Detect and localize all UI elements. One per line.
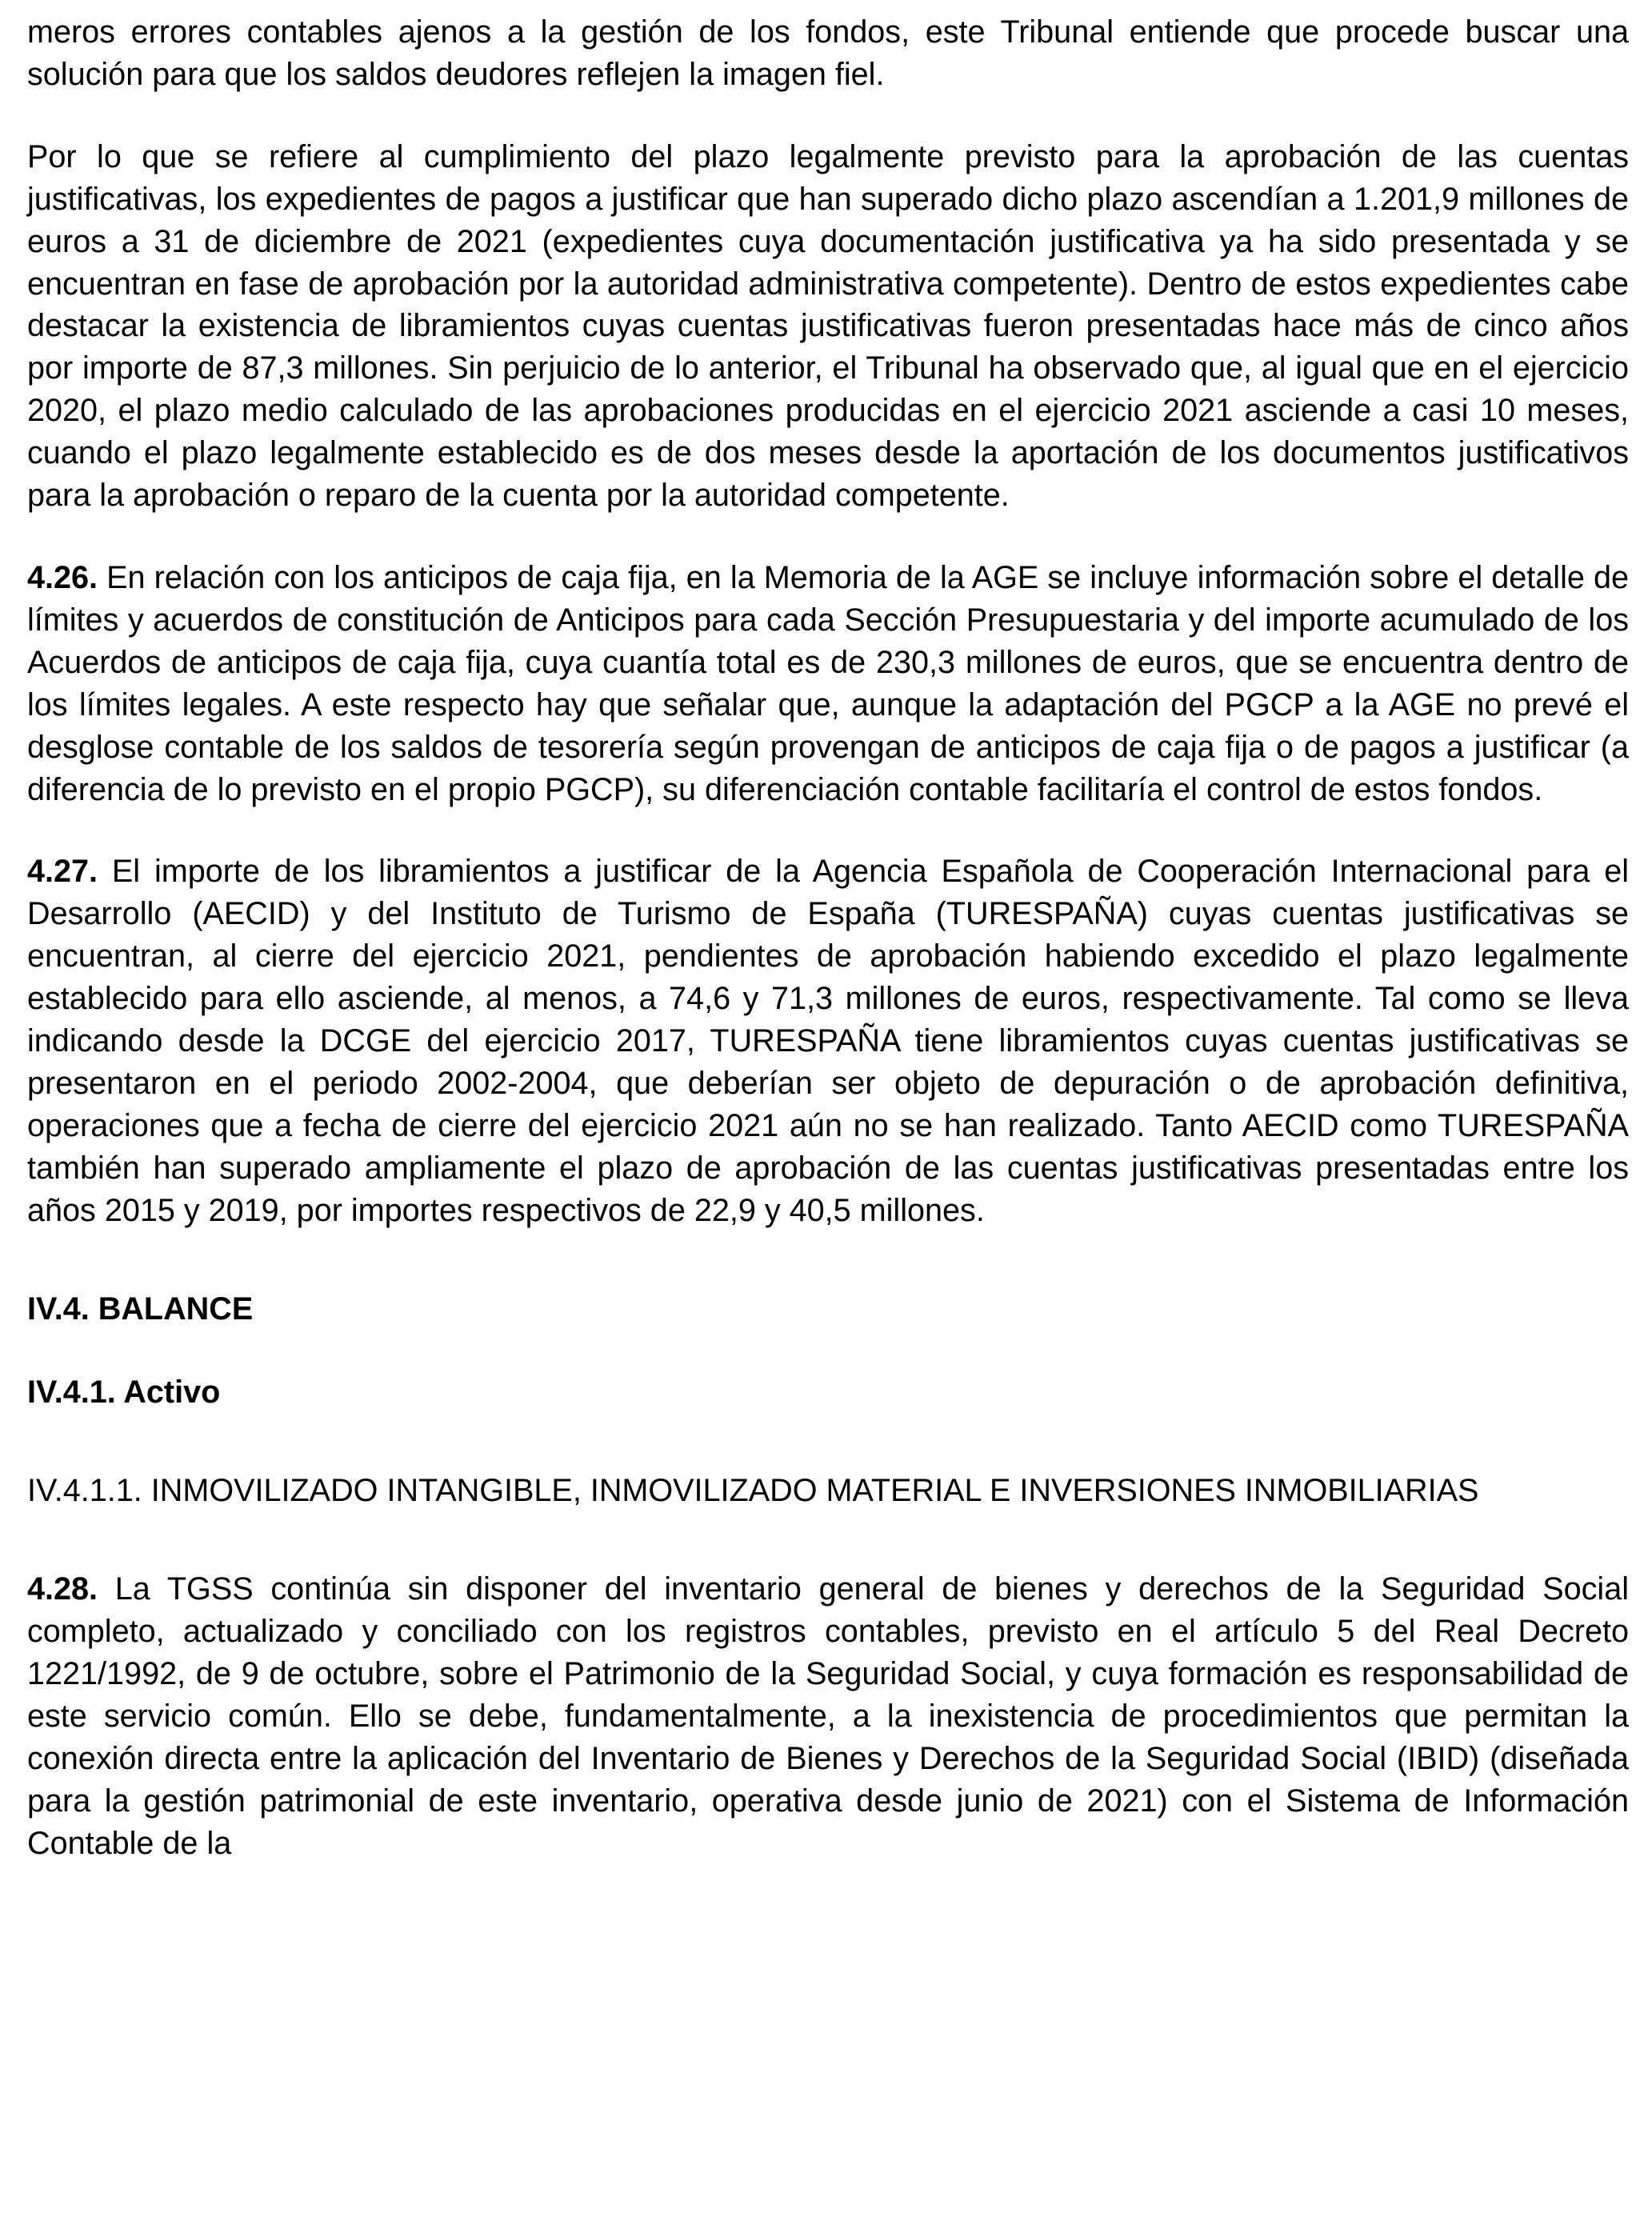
section-gap: [27, 1414, 1629, 1470]
paragraph-4-26: [27, 557, 1629, 810]
paragraph-gap: [27, 96, 1629, 136]
section-heading-activo: IV.4.1. Activo: [27, 1375, 221, 1411]
section-gap: [27, 1512, 1629, 1568]
paragraph-text: La TGSS continúa sin disponer del inventario general de bienes y derechos de la Seguridad Social completo, actualizado y conciliado con los registros contables, previsto en el artículo 5 del Real Decreto 1221/1992, de 9 de octubre, sobre el Patrimonio de la Seguridad Social, y cuya formación es responsabilidad de este servicio común. Ello se debe, fundamentalmente, a la inexistencia de procedimientos que permitan la conexión directa entre la aplicación del Inventario de Bienes y Derechos de la Seguridad Social (IBID) (diseñada para la gestión patrimonial de este inventario, operativa desde junio de 2021) con el Sistema de Información Contable de la: [27, 1571, 1629, 1861]
paragraph-text: El importe de los libramientos a justificar de la Agencia Española de Cooperación Internacional para el Desarrollo (AECID) y del Instituto de Turismo de España (TURESPAÑA) cuyas cuentas justificativas se encuentran, al cierre del ejercicio 2021, pendientes de aprobación habiendo excedido el plazo legalmente establecido para ello asciende, al menos, a 74,6 y 71,3 millones de euros, respectivamente. Tal como se lleva indicando desde la DCGE del ejercicio 2017, TURESPAÑA tiene libramientos cuyas cuentas justificativas se presentaron en el periodo 2002-2004, que deberían ser objeto de depuración o de aprobación definitiva, operaciones que a fecha de cierre del ejercicio 2021 aún no se han realizado. Tanto AECID como TURESPAÑA también han superado ampliamente el plazo de aprobación de las cuentas justificativas presentadas entre los años 2015 y 2019, por importes respectivos de 22,9 y 40,5 millones.: [27, 854, 1629, 1228]
paragraph-intro: meros errores contables ajenos a la gestión de los fondos, este Tribunal entiende que procede buscar una solución para que los saldos deudores reflejen la imagen fiel.: [27, 14, 1629, 92]
paragraph-gap: [27, 517, 1629, 557]
paragraph-gap: [27, 810, 1629, 850]
section-gap: [27, 1330, 1629, 1371]
document-body: [27, 11, 1629, 1865]
paragraph-plazo: Por lo que se refiere al cumplimiento del plazo legalmente previsto para la aprobación de las cuentas justificativas, los expedientes de pagos a justificar que han superado dicho plazo ascendían a 1.201,9 millones de euros a 31 de diciembre de 2021 (expedientes cuya documentación justificativa ya ha sido presentada y se encuentran en fase de aprobación por la autoridad administrativa competente). Dentro de estos expedientes cabe destacar la existencia de libramientos cuyas cuentas justificativas fueron presentadas hace más de cinco años por importe de 87,3 millones. Sin perjuicio de lo anterior, el Tribunal ha observado que, al igual que en el ejercicio 2020, el plazo medio calculado de las aprobaciones producidas en el ejercicio 2021 asciende a casi 10 meses, cuando el plazo legalmente establecido es de dos meses desde la aportación de los documentos justificativos para la aprobación o reparo de la cuenta por la autoridad competente.: [27, 138, 1629, 514]
paragraph-4-27: [27, 850, 1629, 1231]
paragraph-number: 4.28.: [27, 1571, 98, 1607]
section-gap: [27, 1232, 1629, 1288]
section-heading-balance: IV.4. BALANCE: [27, 1291, 254, 1327]
paragraph-number: 4.27.: [27, 854, 98, 890]
paragraph-4-28: [27, 1568, 1629, 1864]
subsection-heading-inmovilizado: IV.4.1.1. INMOVILIZADO INTANGIBLE, INMOVILIZADO MATERIAL E INVERSIONES INMOBILIARIAS: [27, 1473, 1479, 1509]
paragraph-number: 4.26.: [27, 559, 98, 595]
paragraph-text: En relación con los anticipos de caja fija, en la Memoria de la AGE se incluye información sobre el detalle de límites y acuerdos de constitución de Anticipos para cada Sección Presupuestaria y del importe acumulado de los Acuerdos de anticipos de caja fija, cuya cuantía total es de 230,3 millones de euros, que se encuentra dentro de los límites legales. A este respecto hay que señalar que, aunque la adaptación del PGCP a la AGE no prevé el desglose contable de los saldos de tesorería según provengan de anticipos de caja fija o de pagos a justificar (a diferencia de lo previsto en el propio PGCP), su diferenciación contable facilitaría el control de estos fondos.: [27, 559, 1630, 807]
